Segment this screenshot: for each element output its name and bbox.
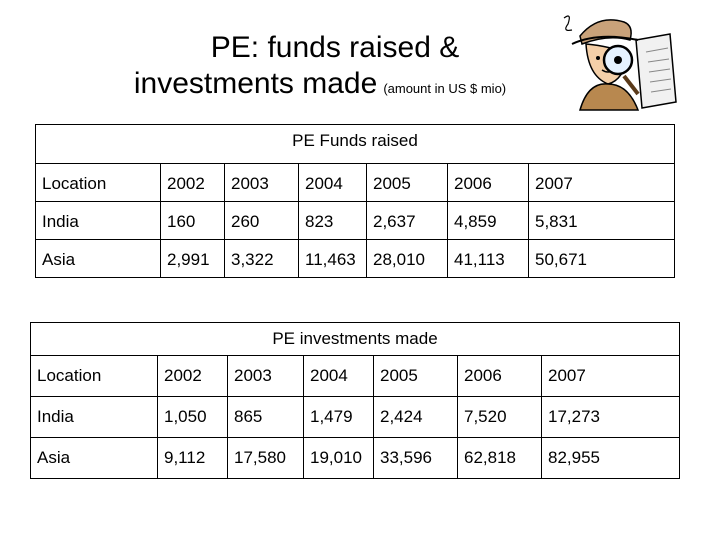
table-row <box>36 240 675 278</box>
table-cell: 11,463 <box>299 240 367 278</box>
table-cell: 260 <box>225 202 299 240</box>
title-line-2 <box>0 66 640 107</box>
table-cell: 160 <box>161 202 225 240</box>
table-cell: 17,580 <box>228 438 304 479</box>
column-header: Location <box>31 356 158 397</box>
table-cell: 823 <box>299 202 367 240</box>
column-header: 2004 <box>299 164 367 202</box>
column-header: 2005 <box>374 356 458 397</box>
table-cell: Asia <box>31 438 158 479</box>
table-cell: 4,859 <box>448 202 529 240</box>
title-subtitle: (amount in US $ mio) <box>383 81 507 96</box>
column-header: 2005 <box>367 164 448 202</box>
column-header: 2003 <box>225 164 299 202</box>
table-cell: 2,637 <box>367 202 448 240</box>
table-cell: India <box>31 397 158 438</box>
table-cell: 1,479 <box>304 397 374 438</box>
table-cell: 50,671 <box>529 240 675 278</box>
column-header: 2006 <box>458 356 542 397</box>
table-cell: 865 <box>228 397 304 438</box>
investments-made-table <box>30 322 680 479</box>
slide-title <box>0 30 640 107</box>
table-cell: 5,831 <box>529 202 675 240</box>
column-header: 2002 <box>158 356 228 397</box>
table-cell: 2,424 <box>374 397 458 438</box>
column-header: Location <box>36 164 161 202</box>
column-header: 2006 <box>448 164 529 202</box>
table-cell: 62,818 <box>458 438 542 479</box>
table-cell: 1,050 <box>158 397 228 438</box>
column-header: 2007 <box>542 356 680 397</box>
table-row <box>31 438 680 479</box>
table-cell: 28,010 <box>367 240 448 278</box>
column-header: 2003 <box>228 356 304 397</box>
table-cell: Asia <box>36 240 161 278</box>
column-header: 2007 <box>529 164 675 202</box>
column-header: 2004 <box>304 356 374 397</box>
table-cell: 19,010 <box>304 438 374 479</box>
table-cell: 17,273 <box>542 397 680 438</box>
title-line-1: PE: funds raised & <box>210 31 460 64</box>
table-row <box>31 397 680 438</box>
funds-raised-table <box>35 124 675 278</box>
table-cell: India <box>36 202 161 240</box>
table-cell: 9,112 <box>158 438 228 479</box>
table-cell: 7,520 <box>458 397 542 438</box>
table-row <box>36 202 675 240</box>
table-cell: 3,322 <box>225 240 299 278</box>
table-cell: 82,955 <box>542 438 680 479</box>
table-row <box>31 356 680 397</box>
table-row <box>36 164 675 202</box>
column-header: 2002 <box>161 164 225 202</box>
detective-magnifying-glass-icon <box>558 10 682 114</box>
table-cell: 2,991 <box>161 240 225 278</box>
table-cell: 41,113 <box>448 240 529 278</box>
title-line-2-text: investments made <box>133 67 378 100</box>
table-cell: 33,596 <box>374 438 458 479</box>
funds-table-header: PE Funds raised <box>36 125 675 164</box>
investments-table-header: PE investments made <box>31 323 680 356</box>
